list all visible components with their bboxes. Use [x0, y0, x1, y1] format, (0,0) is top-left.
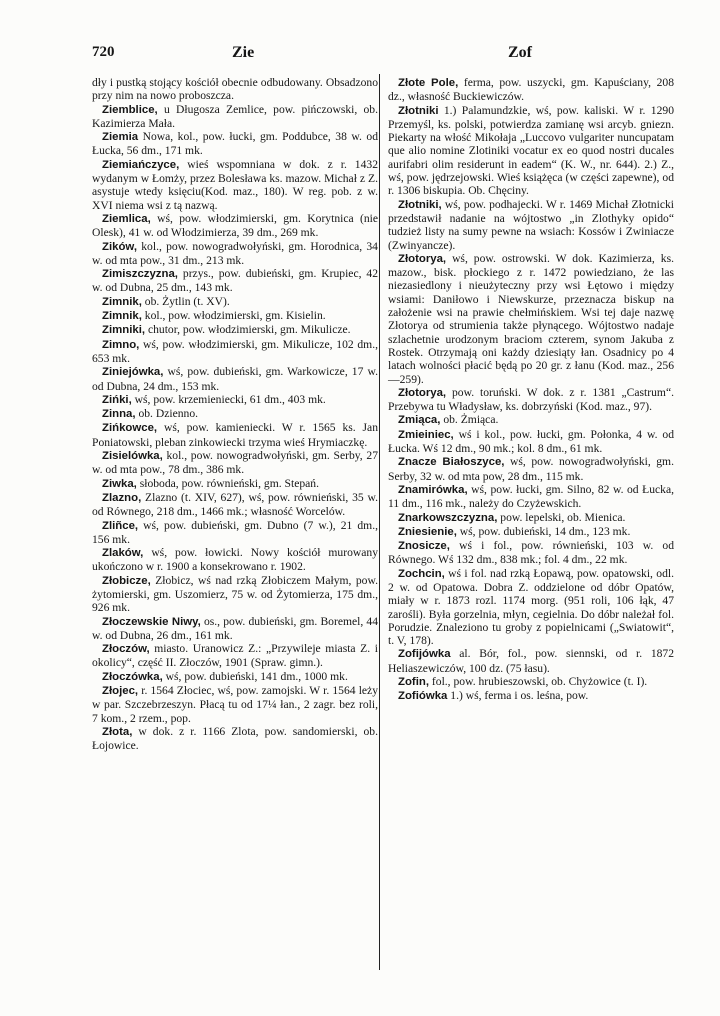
- entry-text: wś, pow. krzemieniecki, 61 dm., 403 mk.: [134, 392, 326, 406]
- entry-headword: Ziemiańczyce,: [102, 158, 180, 171]
- page-number: 720: [92, 44, 115, 60]
- left-running-head: Zie: [232, 44, 255, 61]
- gazetteer-entry: [92, 684, 378, 725]
- gazetteer-entry: [92, 477, 378, 491]
- entry-text: wś, pow. łowicki. Nowy kościół murowany ukończono w r. 1900 a konsekrowano r. 1902.: [92, 546, 378, 574]
- entry-text: al. Bór, fol., pow. siennski, od r. 1872 Heliaszewiczów, 100 dz. (75 łasu).: [388, 647, 675, 675]
- entry-headword: Znarkowszczyzna,: [398, 511, 498, 524]
- gazetteer-entry: [92, 212, 378, 240]
- entry-text: wieś wspomniana w dok. z r. 1432 wydanym w Łomży, przez Bolesława ks. mazow. Michał z Z. asystuje wtedy księciu(Kod. maz., 180). W reg. pob. z w. XVI niema wsi z tą nazwą.: [92, 157, 378, 212]
- gazetteer-entry: [92, 519, 378, 547]
- entry-text: kol., pow. włodzimierski, gm. Kisielin.: [144, 309, 326, 323]
- entry-text: wś, pow. dubieński, 141 dm., 1000 mk.: [165, 669, 348, 683]
- entry-text: wś, pow. podhajecki. W r. 1469 Michał Złotnicki przedstawił nadanie na wójtostwo „in Zlothyky opido“ tudzież listy na sumy pewne na wsiach: Kossów i Zwiniacze (Zwinyancze).: [388, 197, 674, 252]
- entry-text: przys., pow. dubieński, gm. Krupiec, 42 w. od Dubna, 25 dm., 143 mk.: [92, 267, 378, 295]
- entry-headword: Znacze Białoszyce,: [398, 456, 505, 469]
- gazetteer-entry: [388, 104, 674, 198]
- entry-headword: Zimiszczyzna,: [102, 268, 178, 281]
- entry-headword: Złoczów,: [102, 643, 150, 656]
- gazetteer-entry: [388, 386, 674, 414]
- entry-text: pow. lepelski, ob. Mienica.: [500, 510, 626, 524]
- entry-headword: Zofijówka: [398, 648, 451, 661]
- entry-text: kol., pow. nowogradwołyński, gm. Serby, 27 w. od mta pow., 78 dm., 386 mk.: [92, 449, 378, 477]
- gazetteer-entry: [92, 574, 378, 615]
- gazetteer-entry: [92, 449, 378, 477]
- gazetteer-entry: [388, 567, 674, 648]
- entry-headword: Zimniki,: [102, 324, 146, 337]
- right-running-head: Zof: [508, 44, 532, 61]
- entry-headword: Złote Pole,: [398, 77, 459, 89]
- entry-text: 1.) wś, ferma i os. leśna, pow.: [450, 689, 589, 703]
- entry-text: wś, pow. dubieński, 14 dm., 123 mk.: [459, 524, 631, 538]
- entry-text: miasto. Uranowicz Z.: „Przywileje miasta Z. i okolicy“, część II. Złoczów, 1901 (Spraw. gimn.).: [92, 642, 378, 670]
- gazetteer-entry: [92, 267, 378, 295]
- gazetteer-entry: [388, 483, 674, 511]
- entry-text: wś, pow. dubieński, gm. Warkowicze, 17 w. od Dubna, 24 dm., 153 mk.: [92, 365, 378, 393]
- entry-headword: Zmieiniec,: [398, 428, 454, 441]
- entry-headword: Ziemlica,: [102, 212, 151, 225]
- entry-text: wś i fol. nad rzką Łopawą, pow. opatowski, odl. 2 w. od Opatowa. Dobra Z. oddzielone od dóbr Opatów, miały w r. 1873 rozl. 1174 morg. (951 roli, 106 łąk, 47 zarośli). Była gorzelnia, młyn, cegielnia. Do dóbr należał fol. Porudzie. Znaleziono tu groby z popielnicami („Swiatowit“, t. V, 178).: [388, 566, 674, 648]
- gazetteer-entry: [92, 365, 378, 393]
- entry-text: wś, pow. kamieniecki. W r. 1565 ks. Jan Poniatowski, pleban zinkowiecki trzyma wieś Hrymiaczkę.: [92, 421, 378, 449]
- entry-text: wś i fol., pow. równieński, 103 w. od Równego. Wś 132 dm., 838 mk.; fol. 4 dm., 22 mk.: [388, 539, 674, 567]
- gazetteer-entry: [388, 689, 674, 703]
- entry-headword: Złoczewskie Niwy,: [102, 615, 201, 628]
- entry-headword: Zlazno,: [102, 491, 142, 504]
- entry-headword: Ziemia: [102, 131, 139, 144]
- gazetteer-entry: [388, 455, 674, 483]
- entry-text: fol., pow. hrubieszowski, ob. Chyżowice (t. I).: [431, 675, 648, 689]
- entry-headword: Złobicze,: [102, 574, 151, 587]
- entry-text: wś, pow. dubieński, gm. Dubno (7 w.), 21 dm., 156 mk.: [92, 518, 378, 546]
- entry-text: os., pow. dubieński, gm. Boremel, 44 w. od Dubna, 26 dm., 161 mk.: [92, 614, 378, 642]
- gazetteer-entry: [388, 252, 674, 386]
- entry-headword: Zińki,: [102, 393, 132, 406]
- gazetteer-entry: [92, 670, 378, 684]
- gazetteer-entry: [92, 295, 378, 309]
- entry-text: r. 1564 Złociec, wś, pow. zamojski. W r. 1564 leży w par. Szczebrzeszyn. Płacą tu od 17¼ łan., 2 zagr. bez roli, 7 kom., 2 rzem., pop.: [92, 684, 378, 725]
- entry-headword: Zniesienie,: [398, 525, 457, 538]
- left-column: [92, 76, 378, 753]
- gazetteer-entry: [92, 615, 378, 643]
- gazetteer-entry: [388, 675, 674, 689]
- entry-headword: Złotniki,: [398, 198, 442, 211]
- gazetteer-entry: [92, 491, 378, 519]
- column-divider: [379, 74, 380, 970]
- entry-headword: Zimnik,: [102, 310, 142, 323]
- entry-headword: Ziwka,: [102, 477, 137, 490]
- gazetteer-entry: [92, 393, 378, 407]
- entry-headword: Złotorya,: [398, 386, 447, 399]
- entry-headword: Zmiąca,: [398, 414, 441, 427]
- gazetteer-entry: [92, 546, 378, 574]
- gazetteer-entry: [92, 309, 378, 323]
- gazetteer-entry: [388, 511, 674, 525]
- entry-headword: Złotorya,: [398, 252, 447, 265]
- entry-text: słoboda, pow. równieński, gm. Stepań.: [139, 476, 319, 490]
- entry-headword: Ziniejówka,: [102, 366, 164, 379]
- entry-headword: Zińkowce,: [102, 422, 158, 435]
- entry-text: wś, pow. włodzimierski, gm. Mikulicze, 102 dm., 653 mk.: [92, 337, 378, 365]
- gazetteer-entry: [92, 103, 378, 131]
- entry-text: wś, pow. ostrowski. W dok. Kazimierza, ks. mazow., bisk. płockiego z r. 1472 powiedziano, że las niezasiedlony i nieużyteczny przy wsi Łętowo i między wsiami: Daniłowo i Niewskurze, przeznacza biskup na założenie wsi na prawie chełmińskiem. Wsi tej daje nazwę Złotorya od strumienia także płynącego. Wójtostwo nadaje szlachetnie urodzonym braciom czterem, synom Jakuba z Rostek. Otrzymają oni każdy dziesiąty łan. Osadnicy po 4 latach wolności płacić będą po 20 gr. z łanu (Kod. maz., 256—259).: [388, 251, 674, 386]
- gazetteer-entry: [388, 428, 674, 456]
- entry-text: 1.) Palamundzkie, wś, pow. kaliski. W r. 1290 Przemyśl, ks. polski, potwierdza zamianę wsi arcyb. gniezn. Piekarty na włość Mikołaja „Luccovo vulgariter nuncupatam que alio nomine Zlotiniki vocatur ex eo quod nostri ducales aurifabri olim residerunt in eadem“ (K. W., nr. 644). 2.) Z., wś, pow. jędrzejowski. Wieś książęca (w części zapewne), od r. 1306 biskupia. Ob. Chęciny.: [388, 103, 674, 198]
- gazetteer-entry: [92, 323, 378, 337]
- entry-headword: Zimno,: [102, 338, 140, 351]
- entry-headword: Złotniki: [398, 104, 439, 117]
- entry-headword: Złoczówka,: [102, 670, 163, 683]
- gazetteer-entry: [388, 539, 674, 567]
- entry-headword: Zofin,: [398, 676, 429, 689]
- gazetteer-entry: [92, 407, 378, 421]
- gazetteer-entry: [388, 198, 674, 252]
- entry-text: chutor, pow. włodzimierski, gm. Mikulicze.: [147, 323, 351, 337]
- entry-headword: Zlaków,: [102, 547, 144, 560]
- entry-text: ob. Żmiąca.: [443, 413, 499, 427]
- gazetteer-entry: [388, 525, 674, 539]
- entry-headword: Zimnik,: [102, 295, 142, 308]
- entry-text: Nowa, kol., pow. łucki, gm. Poddubce, 38 w. od Łucka, 56 dm., 171 mk.: [92, 130, 378, 158]
- entry-headword: Zików,: [102, 240, 138, 253]
- gazetteer-entry: [92, 642, 378, 670]
- entry-text: wś i kol., pow. łucki, gm. Połonka, 4 w. od Łucka. Wś 12 dm., 90 mk.; kol. 8 dm., 61 mk.: [388, 427, 674, 456]
- entry-text: ob. Żytlin (t. XV).: [144, 294, 230, 308]
- entry-headword: Złojec,: [102, 685, 139, 698]
- entry-text: Zlazno (t. XIV, 627), wś, pow. równieński, 35 w. od Równego, 218 dm., 1466 mk.; własność Worcelów.: [92, 490, 378, 519]
- entry-text: wś, pow. nowogradwołyński, gm. Serby, 32 w. od mta pow, 28 dm., 115 mk.: [388, 455, 674, 483]
- entry-text: pow. toruński. W dok. z r. 1381 „Castrum“. Przebywa tu Władysław, ks. dobrzyński (Kod. maz., 97).: [388, 385, 674, 414]
- entry-text: wś, pow. włodzimierski, gm. Korytnica (nie Olesk), 41 w. od Włodzimierza, 39 dm., 269 mk.: [92, 211, 378, 240]
- entry-headword: Złota,: [102, 725, 133, 738]
- entry-headword: Zisielówka,: [102, 450, 163, 463]
- entry-text: kol., pow. nowogradwołyński, gm. Horodnica, 34 w. od mta pow., 31 dm., 213 mk.: [92, 239, 378, 267]
- entry-text: ferma, pow. uszycki, gm. Kapuściany, 208 dz., własność Buckiewiczów.: [388, 76, 675, 104]
- entry-text: dły i pustką stojący kościół obecnie odbudowany. Obsadzono przy nim na nowo proboszcza.: [92, 76, 378, 103]
- gazetteer-entry: [92, 158, 378, 212]
- entry-text: wś, pow. łucki, gm. Silno, 82 w. od Łucka, 11 dm., 116 mk., należy do Czyżewskich.: [388, 482, 674, 511]
- gazetteer-entry: [388, 413, 674, 427]
- gazetteer-entry: [92, 421, 378, 449]
- entry-text: w dok. z r. 1166 Zlota, pow. sandomierski, ob. Łojowice.: [92, 724, 378, 753]
- gazetteer-entry: [92, 76, 378, 103]
- entry-headword: Zofiówka: [398, 690, 448, 703]
- entry-headword: Zinna,: [102, 408, 136, 421]
- entry-headword: Znosicze,: [398, 540, 450, 553]
- gazetteer-entry: [92, 240, 378, 268]
- entry-headword: Ziemblice,: [102, 103, 158, 116]
- gazetteer-entry: [388, 76, 674, 104]
- gazetteer-entry: [92, 338, 378, 366]
- gazetteer-entry: [388, 647, 674, 675]
- entry-headword: Zochcin,: [398, 567, 445, 580]
- gazetteer-entry: [92, 725, 378, 753]
- entry-headword: Zliñce,: [102, 519, 139, 532]
- gazetteer-entry: [92, 130, 378, 158]
- entry-text: u Długosza Zemlice, pow. pińczowski, ob. Kazimierza Mała.: [92, 102, 378, 130]
- entry-text: Złobicz, wś nad rzką Złobiczem Małym, pow. żytomierski, gm. Uszomierz, 75 w. od Żytomierza, 175 dm., 926 mk.: [92, 573, 378, 615]
- right-column: [388, 76, 674, 704]
- entry-text: ob. Dzienno.: [138, 407, 199, 421]
- entry-headword: Znamirówka,: [398, 483, 468, 496]
